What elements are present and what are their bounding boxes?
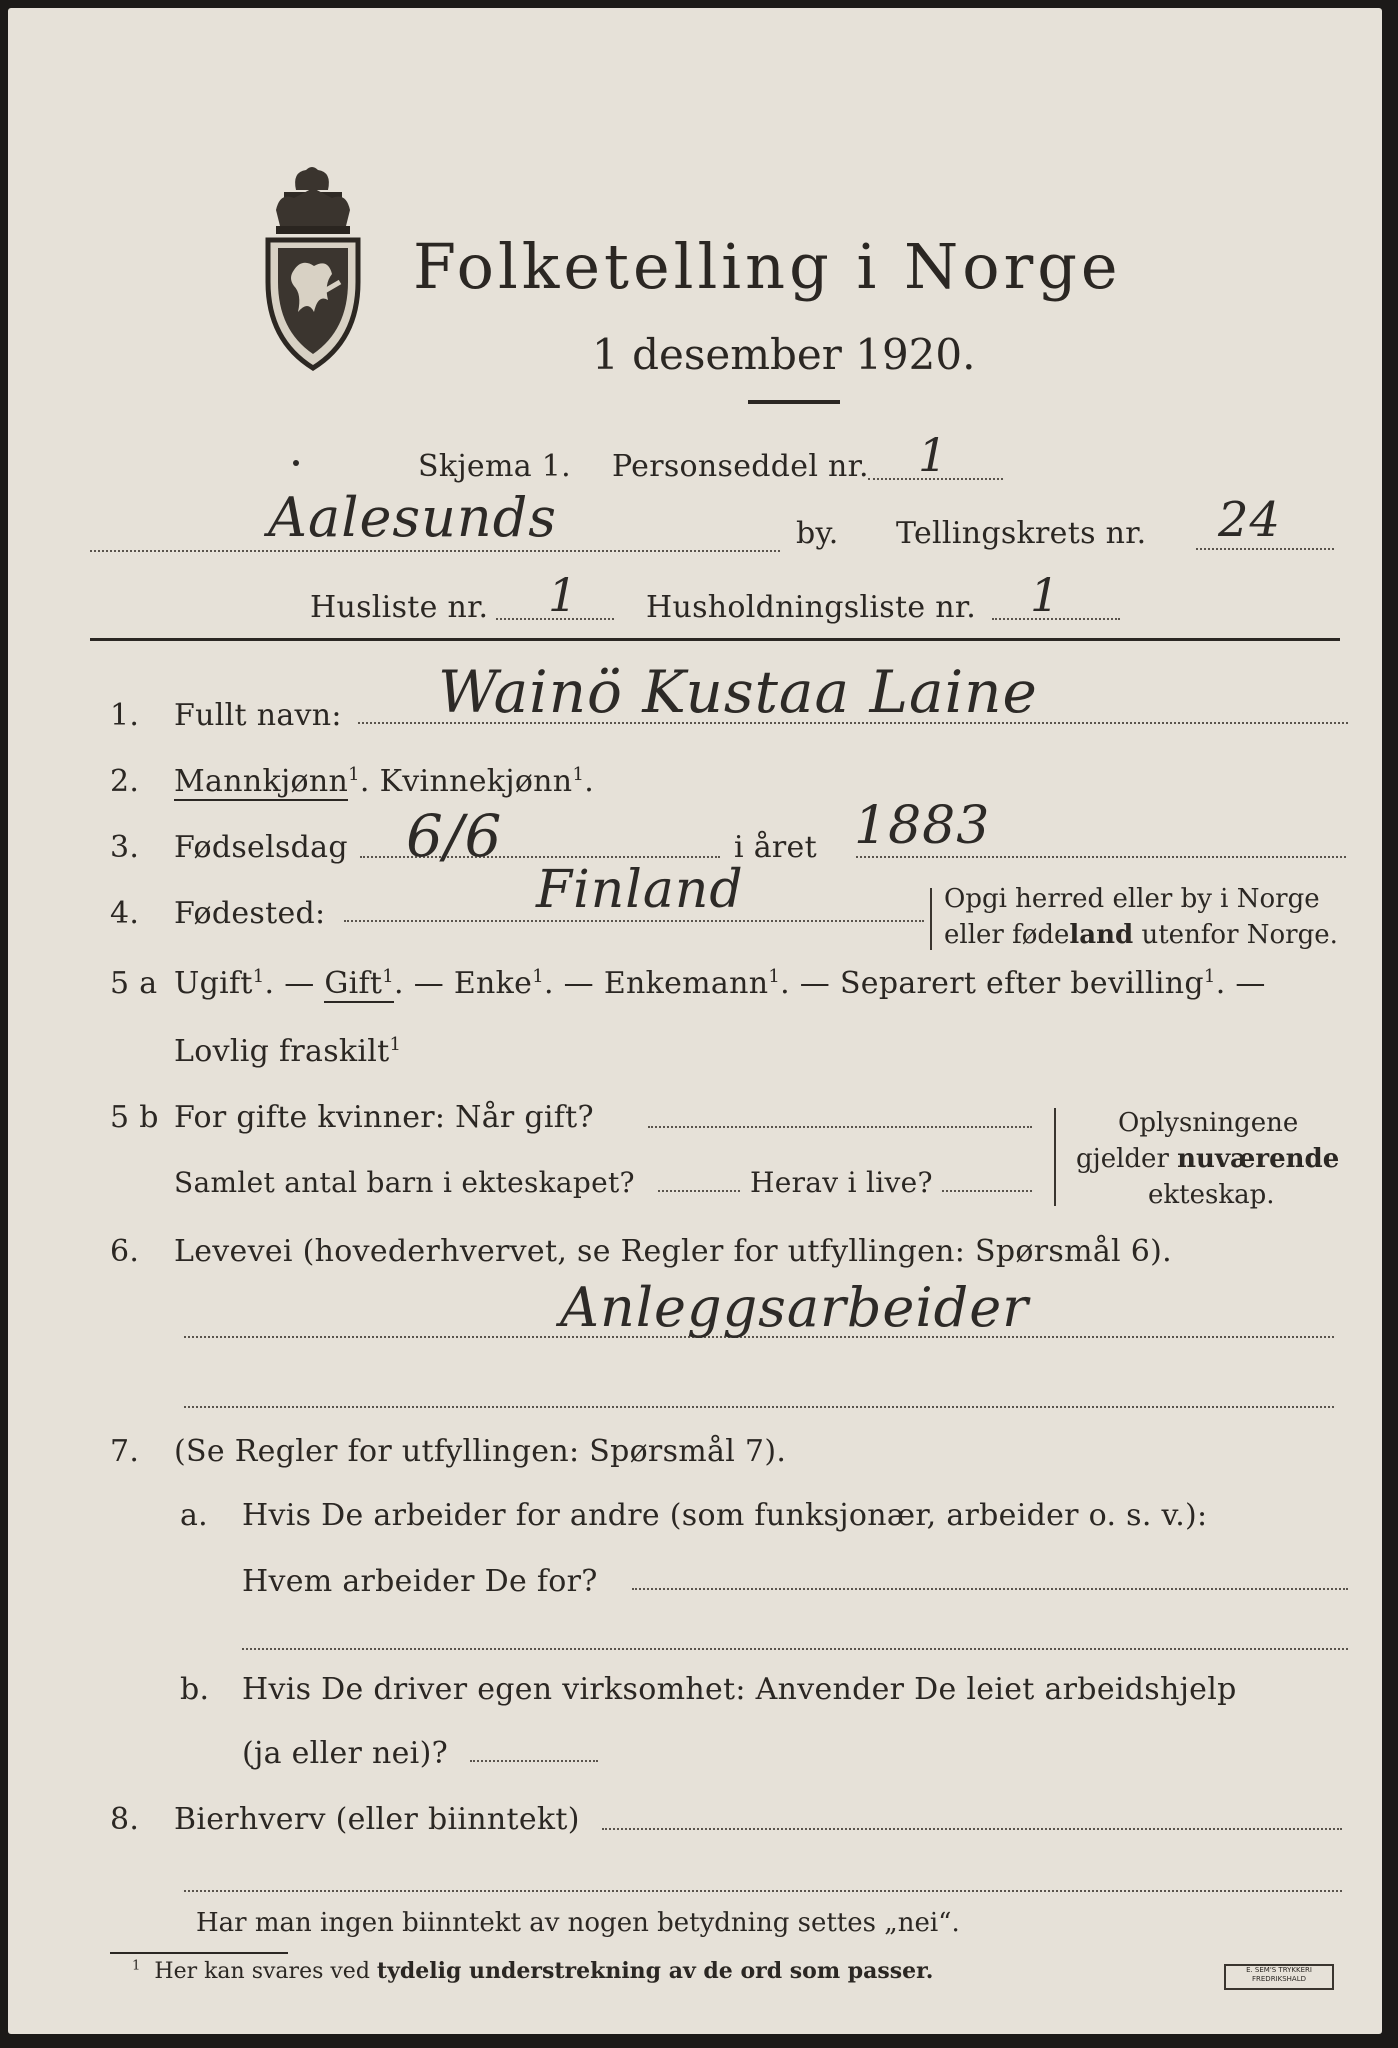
- section-divider: [90, 638, 1340, 641]
- birthdate-value[interactable]: 6/6: [406, 802, 503, 870]
- husholdning-label: Husholdningsliste nr.: [646, 590, 977, 625]
- birthplace-value[interactable]: Finland: [536, 860, 744, 920]
- q7b-line: [470, 1760, 598, 1762]
- city-line: [90, 550, 780, 552]
- mann-option[interactable]: Mannkjønn: [174, 764, 349, 799]
- census-date: 1 desember 1920.: [592, 330, 976, 379]
- full-name-value[interactable]: Wainö Kustaa Laine: [438, 658, 1038, 726]
- tellingskrets-label: Tellingskrets nr.: [896, 516, 1147, 551]
- q5b-note-1: Oplysningene: [1118, 1108, 1299, 1138]
- coat-of-arms-icon: [254, 162, 372, 374]
- q5b-brace: [1054, 1108, 1056, 1206]
- q5b-note-2: gjelder nuværende: [1076, 1144, 1340, 1174]
- husholdning-value[interactable]: 1: [1030, 568, 1061, 622]
- q3-number: 3.: [110, 830, 140, 865]
- q7b-letter: b.: [180, 1672, 210, 1707]
- enke-option[interactable]: Enke: [453, 966, 533, 1001]
- q6-line-2: [184, 1406, 1334, 1408]
- q8-number: 8.: [110, 1802, 140, 1837]
- q5b-number: 5 b: [110, 1100, 159, 1135]
- q7b-text-2: (ja eller nei)?: [242, 1736, 448, 1771]
- nei-note: Har man ingen biinntekt av nogen betydning settes „nei“.: [196, 1908, 960, 1938]
- q7a-line-2: [242, 1648, 1348, 1650]
- q4-note-1: Opgi herred eller by i Norge: [944, 884, 1320, 914]
- q8-line-1: [602, 1828, 1342, 1830]
- q8-line-2: [184, 1890, 1342, 1892]
- q4-brace: [930, 888, 932, 950]
- separert-option[interactable]: Separert efter bevilling: [839, 966, 1204, 1001]
- q5b-line-3: [942, 1190, 1032, 1192]
- skjema-label: Skjema 1.: [418, 449, 571, 484]
- year-label: i året: [734, 830, 817, 865]
- q5a-number: 5 a: [110, 966, 158, 1001]
- q6-label: Levevei (hovederhvervet, se Regler for utfyllingen: Spørsmål 6).: [174, 1234, 1172, 1269]
- q7a-text-1: Hvis De arbeider for andre (som funksjonær, arbeider o. s. v.):: [242, 1498, 1208, 1533]
- q7a-letter: a.: [180, 1498, 209, 1533]
- q5b-label-1: For gifte kvinner: Når gift?: [174, 1100, 594, 1135]
- q4-line: [344, 920, 924, 922]
- city-value[interactable]: Aalesunds: [268, 486, 557, 549]
- gender-options: Mannkjønn$^1$. Kvinnekjønn$^1$.: [174, 764, 595, 799]
- year-line: [856, 856, 1346, 858]
- q8-label: Bierhverv (eller biinntekt): [174, 1802, 580, 1837]
- q7a-text-2: Hvem arbeider De for?: [242, 1564, 598, 1599]
- marital-options: Ugift$^1$. — Gift$^1$. — Enke$^1$. — Enkemann$^1$. — Separert efter bevilling$^1$. —: [174, 966, 1266, 1001]
- tellingskrets-value[interactable]: 24: [1218, 492, 1282, 548]
- gift-option[interactable]: Gift$^1$: [324, 966, 395, 1001]
- printer-mark: E. SEM'S TRYKKERI FREDRIKSHALD: [1224, 1964, 1334, 1990]
- kvinne-option[interactable]: Kvinnekjønn: [379, 764, 573, 799]
- q4-note-2: eller fødeland utenfor Norge.: [944, 920, 1338, 950]
- enkemann-option[interactable]: Enkemann: [603, 966, 769, 1001]
- q5b-label-2: Samlet antal barn i ekteskapet?: [174, 1166, 635, 1199]
- ink-mark: [293, 460, 299, 466]
- birth-year-value[interactable]: 1883: [854, 796, 991, 856]
- q4-label: Fødested:: [174, 896, 326, 931]
- q4-number: 4.: [110, 896, 140, 931]
- lovlig-option[interactable]: Lovlig fraskilt$^1$: [174, 1034, 402, 1069]
- q5b-note-3: ekteskap.: [1148, 1180, 1275, 1210]
- personseddel-label: Personseddel nr.: [612, 449, 869, 484]
- q3-label: Fødselsdag: [174, 830, 348, 865]
- footnote: $^1$ Her kan svares ved tydelig understrekning av de ord som passer.: [132, 1958, 934, 1984]
- q7a-line-1: [632, 1588, 1348, 1590]
- q6-number: 6.: [110, 1234, 140, 1269]
- q7b-text-1: Hvis De driver egen virksomhet: Anvender De leiet arbeidshjelp: [242, 1672, 1237, 1707]
- form-title: Folketelling i Norge: [413, 230, 1122, 303]
- husliste-value[interactable]: 1: [548, 568, 579, 622]
- q1-label: Fullt navn:: [174, 698, 342, 733]
- q2-number: 2.: [110, 764, 140, 799]
- q1-number: 1.: [110, 698, 140, 733]
- q5b-label-3: Herav i live?: [750, 1166, 933, 1199]
- footnote-divider: [110, 1952, 288, 1954]
- q5b-line-1: [648, 1126, 1032, 1128]
- personseddel-value[interactable]: 1: [918, 428, 949, 482]
- q5b-line-2: [658, 1190, 740, 1192]
- occupation-value[interactable]: Anleggsarbeider: [560, 1276, 1029, 1339]
- q7-label: (Se Regler for utfyllingen: Spørsmål 7).: [174, 1434, 787, 1469]
- q7-number: 7.: [110, 1434, 140, 1469]
- tellingskrets-line: [1196, 548, 1334, 550]
- title-divider: [748, 400, 840, 404]
- census-form: [8, 8, 1382, 2034]
- husliste-label: Husliste nr.: [310, 590, 489, 625]
- by-label: by.: [796, 516, 839, 551]
- ugift-option[interactable]: Ugift: [174, 966, 253, 1001]
